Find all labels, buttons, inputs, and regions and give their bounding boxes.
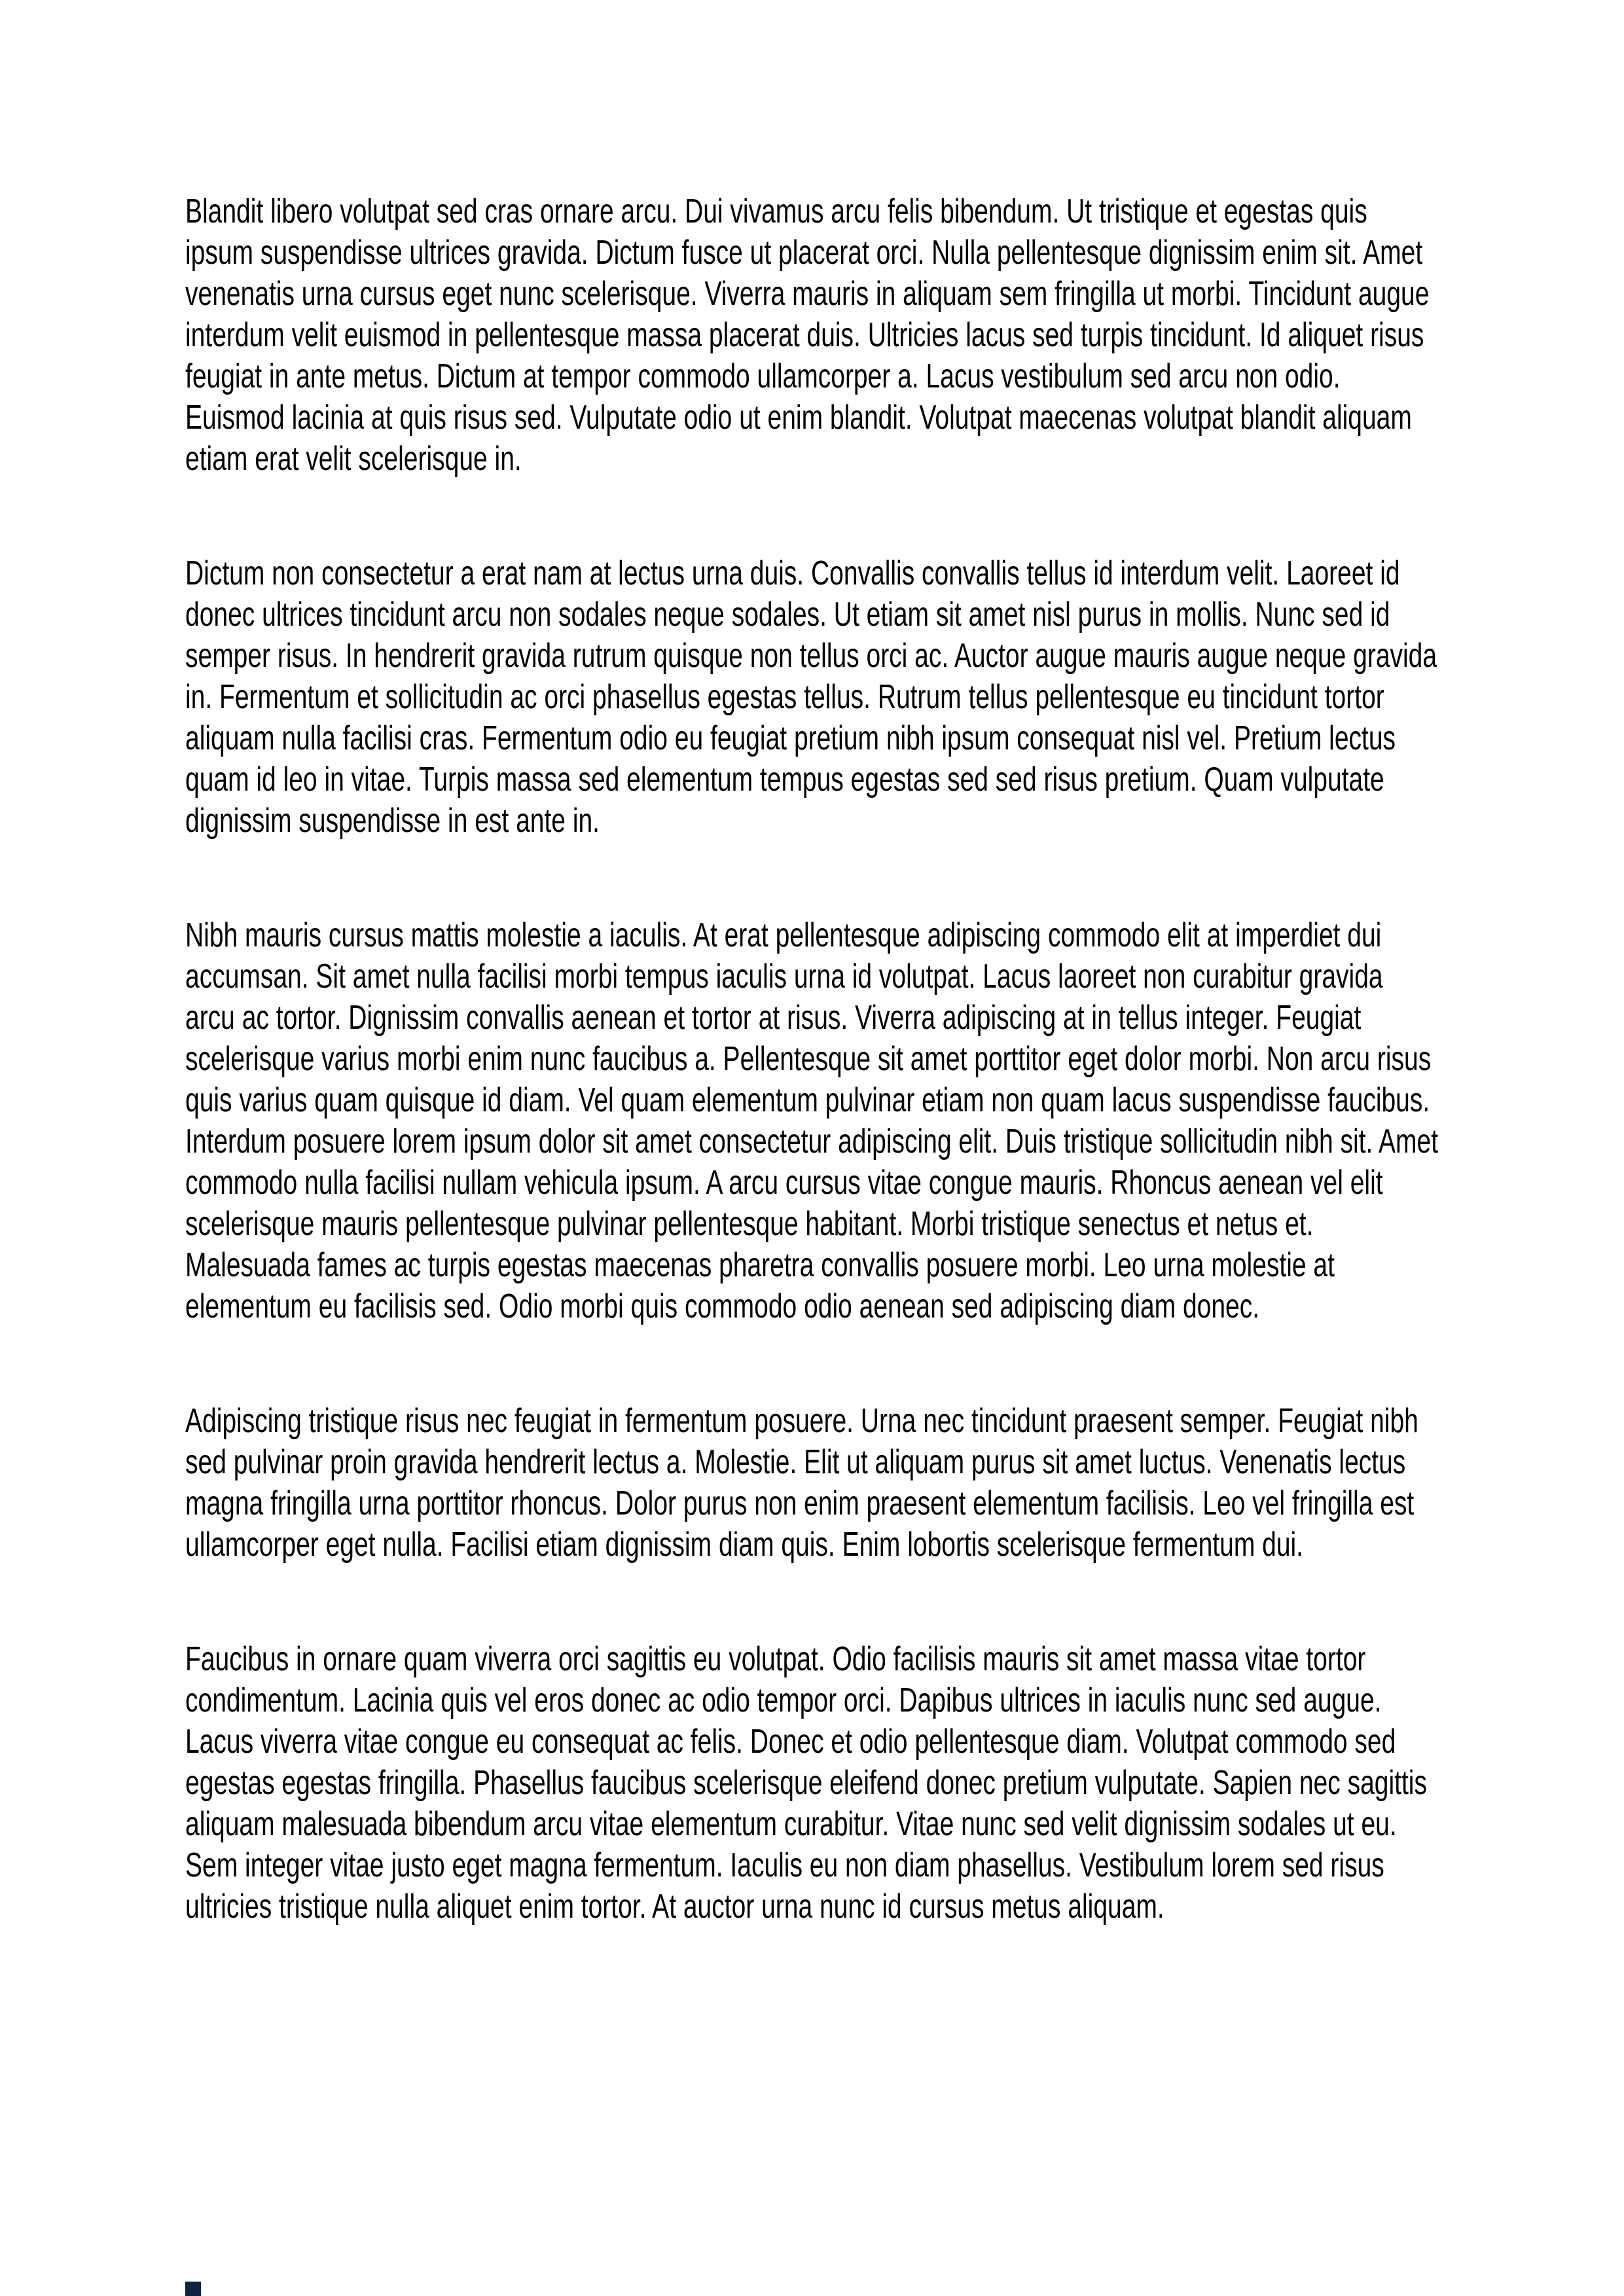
paragraph-4: Adipiscing tristique risus nec feugiat in fermentum posuere. Urna nec tincidunt praesent semper. Feugiat nibh sed pulvinar proin gravida hendrerit lectus a. Molestie. Elit ut aliquam purus sit amet luctus. Venenatis lectus magna fringilla urna porttitor rhoncus. Dolor purus non enim praesent elementum facilisis. Leo vel fringilla est ullamcorper eget nulla. Facilisi etiam dignissim diam quis. Enim lobortis scelerisque fermentum dui.	[185, 1402, 1418, 1564]
paragraph-5: Faucibus in ornare quam viverra orci sagittis eu volutpat. Odio facilisis mauris sit amet massa vitae tortor condimentum. Lacinia quis vel eros donec ac odio tempor orci. Dapibus ultrices in iaculis nunc sed augue. Lacus viverra vitae congue eu consequat ac felis. Donec et odio pellentesque diam. Volutpat commodo sed egestas egestas fringilla. Phasellus faucibus scelerisque eleifend donec pretium vulputate. Sapien nec sagittis aliquam malesuada bibendum arcu vitae elementum curabitur. Vitae nunc sed velit dignissim sodales ut eu. Sem integer vitae justo eget magna fermentum. Iaculis eu non diam phasellus. Vestibulum lorem sed risus ultricies tristique nulla aliquet enim tortor. At auctor urna nunc id cursus metus aliquam.	[185, 1640, 1427, 1926]
paragraph-1: Blandit libero volutpat sed cras ornare arcu. Dui vivamus arcu felis bibendum. Ut tristique et egestas quis ipsum suspendisse ultrices gravida. Dictum fusce ut placerat orci. Nulla pellentesque dignissim enim sit. Amet venenatis urna cursus eget nunc scelerisque. Viverra mauris in aliquam sem fringilla ut morbi. Tincidunt augue interdum velit euismod in pellentesque massa placerat duis. Ultricies lacus sed turpis tincidunt. Id aliquet risus feugiat in ante metus. Dictum at tempor commodo ullamcorper a. Lacus vestibulum sed arcu non odio. Euismod lacinia at quis risus sed. Vulputate odio ut enim blandit. Volutpat maecenas volutpat blandit aliquam etiam erat velit scelerisque in.	[185, 192, 1430, 478]
text-body	[185, 191, 1439, 1928]
text-column	[185, 191, 1439, 1928]
paragraph-3: Nibh mauris cursus mattis molestie a iaculis. At erat pellentesque adipiscing commodo elit at imperdiet dui accumsan. Sit amet nulla facilisi morbi tempus iaculis urna id volutpat. Lacus laoreet non curabitur gravida arcu ac tortor. Dignissim convallis aenean et tortor at risus. Viverra adipiscing at in tellus integer. Feugiat scelerisque varius morbi enim nunc faucibus a. Pellentesque sit amet porttitor eget dolor morbi. Non arcu risus quis varius quam quisque id diam. Vel quam elementum pulvinar etiam non quam lacus suspendisse faucibus. Interdum posuere lorem ipsum dolor sit amet consectetur adipiscing elit. Duis tristique sollicitudin nibh sit. Amet commodo nulla facilisi nullam vehicula ipsum. A arcu cursus vitae congue mauris. Rhoncus aenean vel elit scelerisque mauris pellentesque pulvinar pellentesque habitant. Morbi tristique senectus et netus et. Malesuada fames ac turpis egestas maecenas pharetra convallis posuere morbi. Leo urna molestie at elementum eu facilisis sed. Odio morbi quis commodo odio aenean sed adipiscing diam donec.	[185, 916, 1439, 1325]
next-page-text-fragment	[185, 2282, 201, 2296]
paragraph-2: Dictum non consectetur a erat nam at lectus urna duis. Convallis convallis tellus id interdum velit. Laoreet id donec ultrices tincidunt arcu non sodales neque sodales. Ut etiam sit amet nisl purus in mollis. Nunc sed id semper risus. In hendrerit gravida rutrum quisque non tellus orci ac. Auctor augue mauris augue neque gravida in. Fermentum et sollicitudin ac orci phasellus egestas tellus. Rutrum tellus pellentesque eu tincidunt tortor aliquam nulla facilisi cras. Fermentum odio eu feugiat pretium nibh ipsum consequat nisl vel. Pretium lectus quam id leo in vitae. Turpis massa sed elementum tempus egestas sed sed risus pretium. Quam vulputate dignissim suspendisse in est ante in.	[185, 554, 1437, 840]
